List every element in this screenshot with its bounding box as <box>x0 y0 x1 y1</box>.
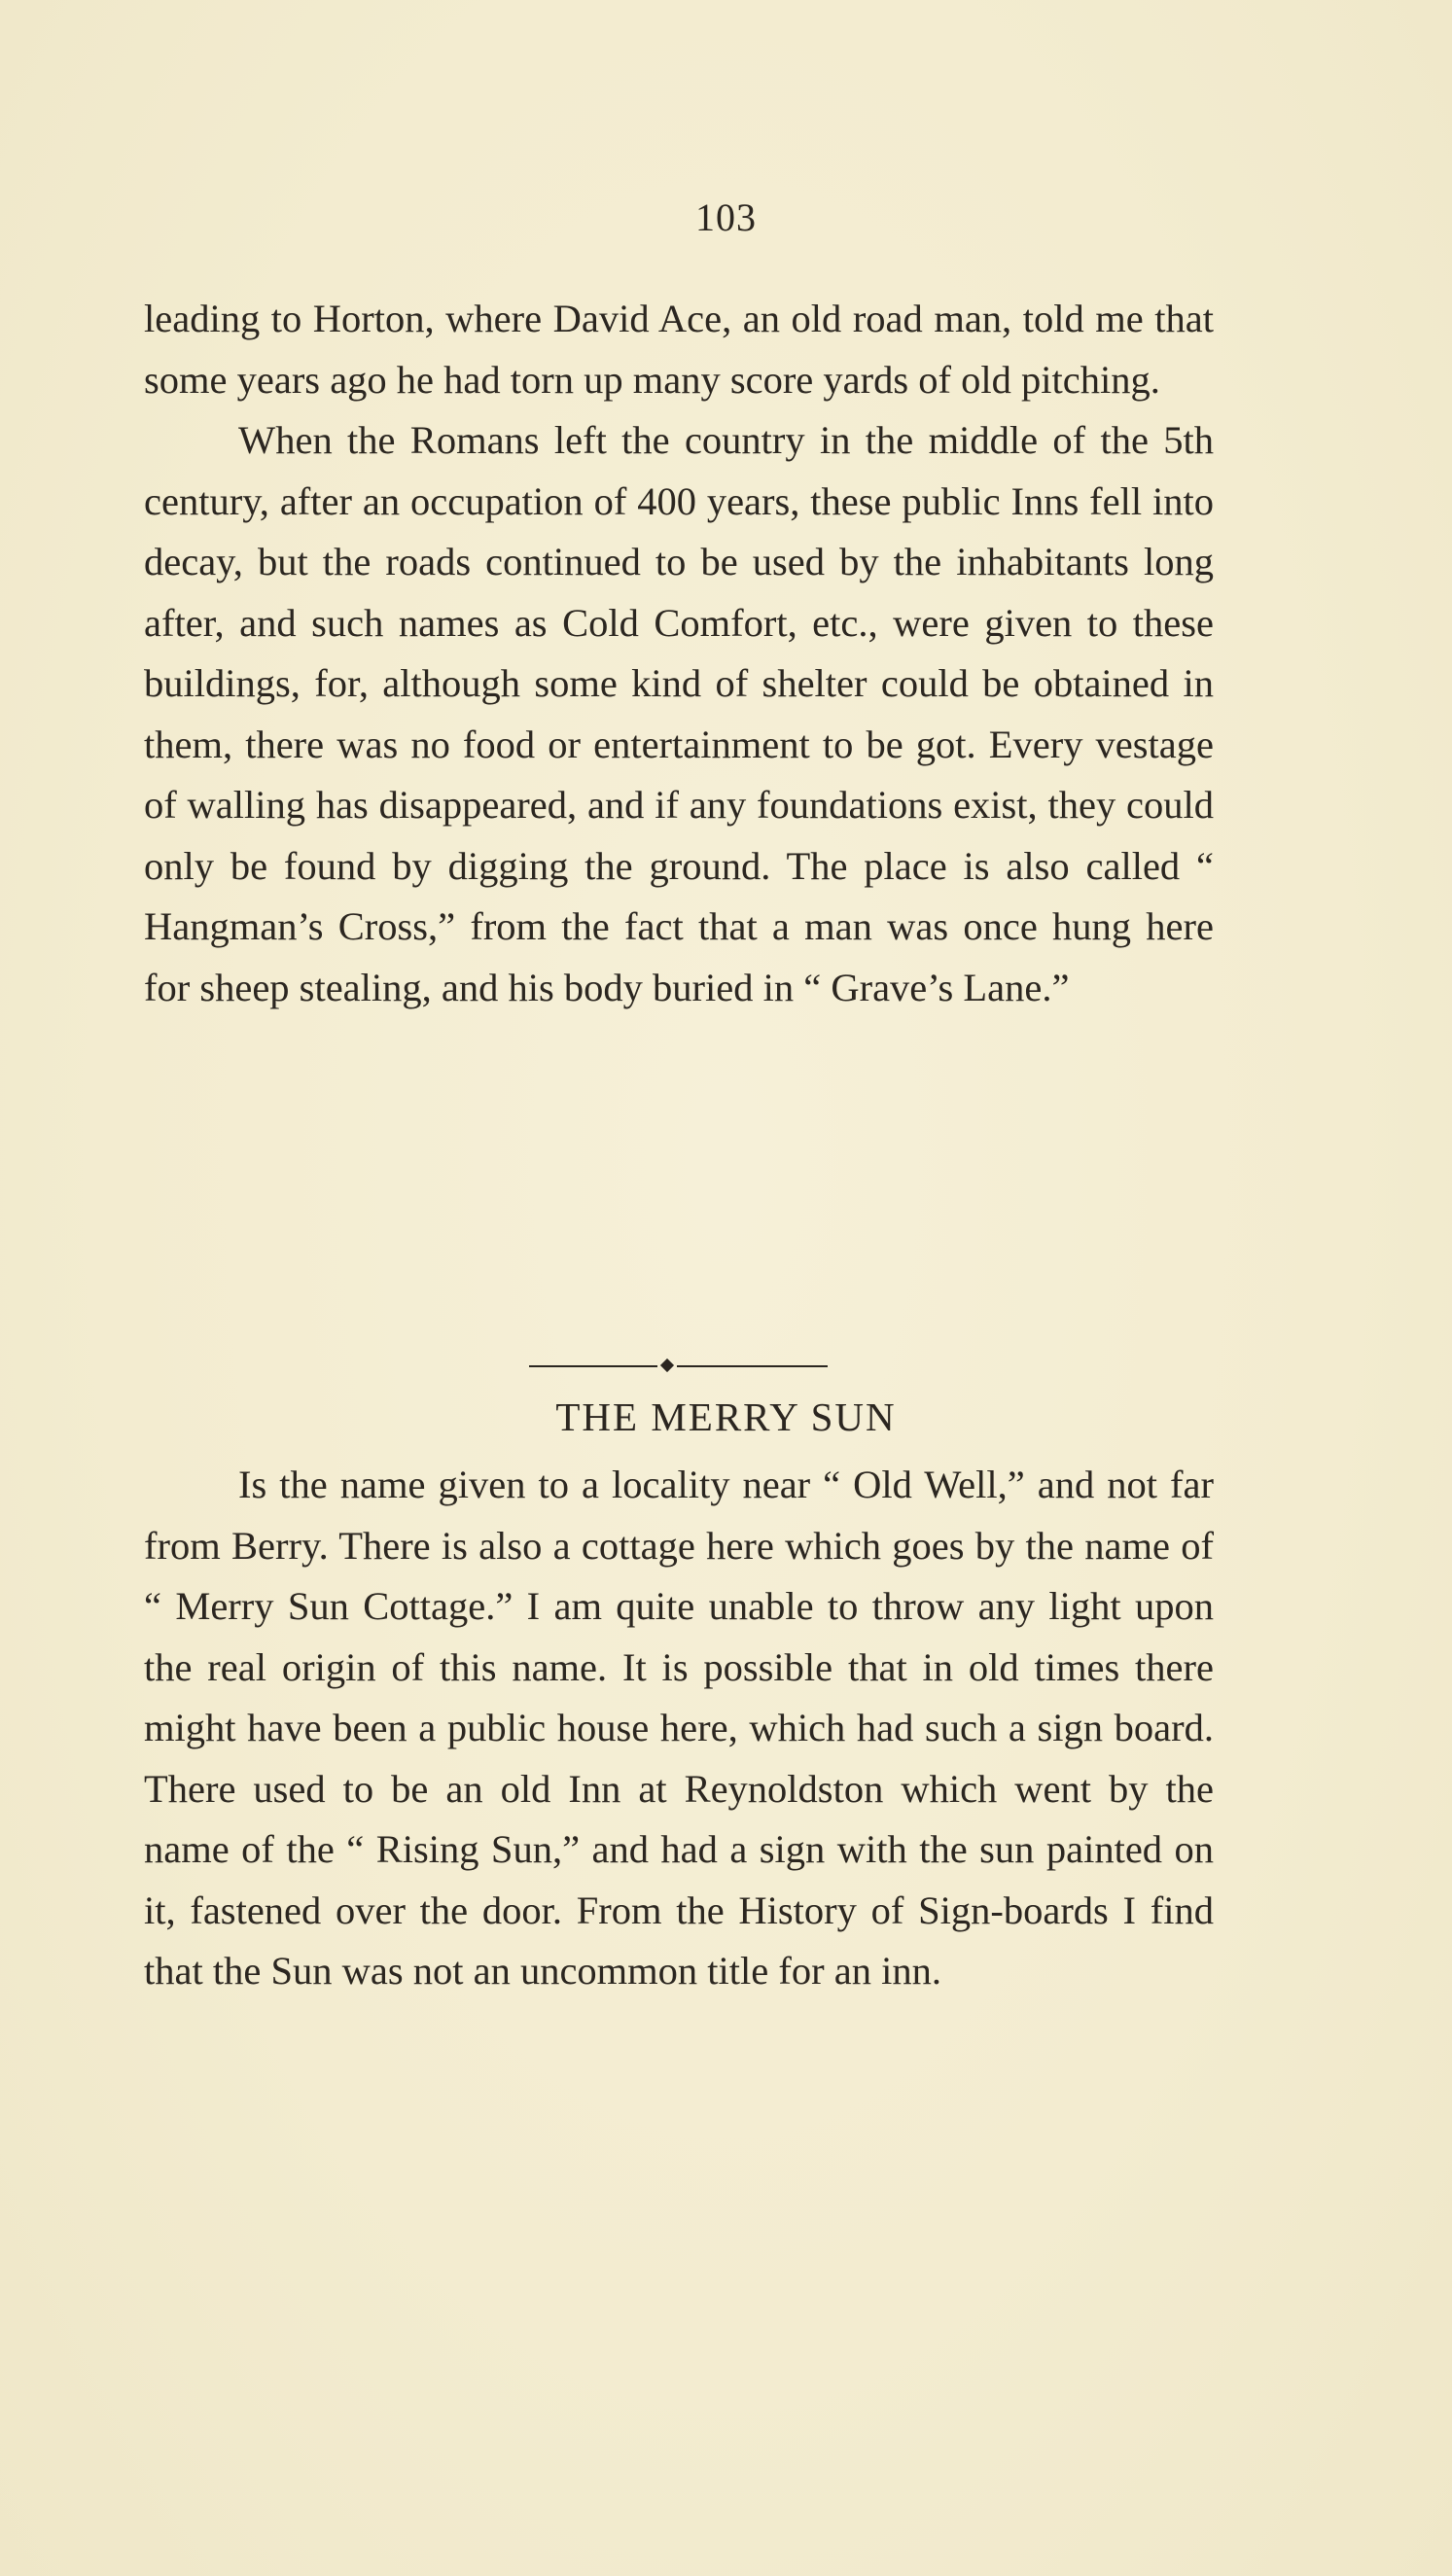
divider-diamond-icon <box>660 1359 674 1372</box>
page-number: 103 <box>695 195 757 239</box>
paragraph: When the Romans left the country in the middle of the 5th century, after an occupation of 400 years, these public Inns fell into decay, but the roads continued to be used by the inhabitants long after, and such names as Cold Comfort, etc., were given to these buildings, for, although some kind of shelter could be obtained in them, there was no food or entertainment to be got. Every vestage of walling has disappeared, and if any foundations exist, they could only be found by digging the ground. The place is also called “ Hangman’s Cross,” from the fact that a man was once hung here for sheep stealing, and his body buried in “ Grave’s Lane.” <box>144 418 1214 1009</box>
paragraph: Is the name given to a locality near “ Old Well,” and not far from Berry. There is also a cottage here which goes by the name of “ Merry Sun Cottage.” I am quite unable to throw any light upon the real origin of this name. It is possible that in old times there might have been a public house here, which had such a sign board. There used to be an old Inn at Reynoldston which went by the name of the “ Rising Sun,” and had a sign with the sun painted on it, fastened over the door. From the History of Sign-boards I find that the Sun was not an uncommon title for an inn. <box>144 1463 1214 1993</box>
paragraph: leading to Horton, where David Ace, an old road man, told me that some years ago he had torn up many score yards of old pitching. <box>144 297 1214 402</box>
divider-line-right <box>677 1365 828 1367</box>
text-block-section <box>144 1455 1214 2002</box>
text-block-top <box>144 289 1214 1018</box>
divider-line-left <box>529 1365 657 1367</box>
section-heading: THE MERRY SUN <box>555 1394 897 1439</box>
section-divider <box>0 1357 1452 1376</box>
